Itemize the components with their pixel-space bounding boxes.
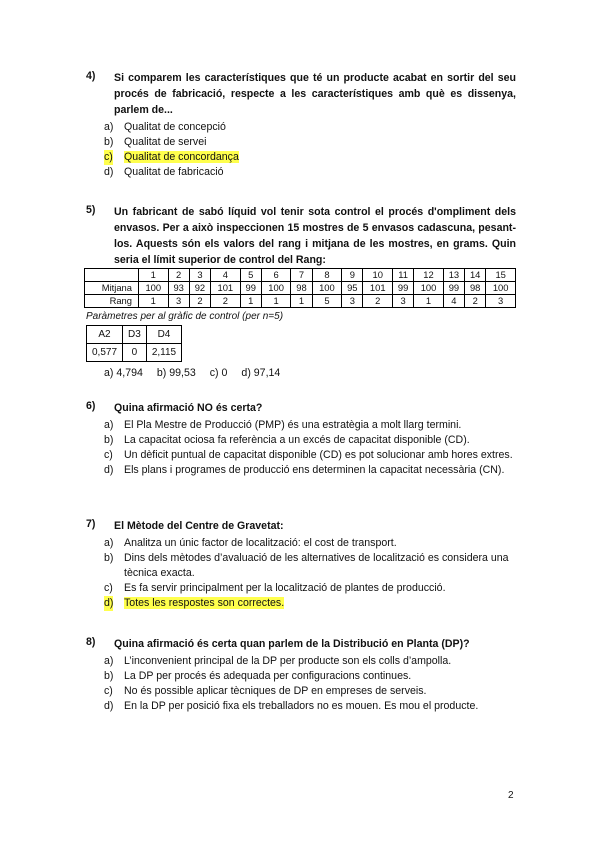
params-values-row [87, 344, 182, 362]
table-cell: 100 [312, 282, 342, 295]
table-cell: 100 [261, 282, 291, 295]
table-cell: 2 [363, 295, 393, 308]
table-cell: 100 [139, 282, 169, 295]
question-text: Si comparem les característiques que té un producte acabat en sortir del seu procés de fabricació, respecte a les característiques amb què es dissenya, parlem de... [114, 72, 516, 116]
options-list [104, 654, 516, 714]
option-c: c) Un dèficit puntual de capacitat disponible (CD) es pot solucionar amb hores extres. [104, 449, 513, 461]
page-number: 2 [508, 790, 514, 801]
option-d: d) En la DP per posició fixa els treballadors no es mouen. Es mou el producte. [104, 700, 479, 712]
answer-options [104, 366, 516, 380]
option-c-highlighted: c) Qualitat de concordança [104, 151, 239, 163]
table-header-cell: 15 [486, 269, 516, 282]
table-cell: 2 [189, 295, 210, 308]
table-cell: 3 [168, 295, 189, 308]
option-d: d) Qualitat de fabricació [104, 166, 224, 178]
question-number: 6) [86, 400, 96, 412]
table-cell: 98 [291, 282, 312, 295]
table-cell: 2 [211, 295, 241, 308]
table-header-cell: 14 [465, 269, 486, 282]
option-b: b) La capacitat ociosa fa referència a un excés de capacitat disponible (CD). [104, 434, 470, 446]
samples-table [84, 268, 516, 308]
question-text: Quina afirmació és certa quan parlem de la Distribució en Planta (DP)? [114, 638, 470, 650]
option-b: b) Dins dels mètodes d’avaluació de les alternatives de localització es considera una tècnica exacta. [104, 552, 509, 579]
table-header-cell: 12 [414, 269, 444, 282]
table-cell: 99 [240, 282, 261, 295]
options-list [104, 418, 516, 478]
table-header-row [85, 269, 516, 282]
params-value-cell: 0,577 [87, 344, 123, 362]
question-number: 7) [86, 518, 96, 530]
table-cell: 93 [168, 282, 189, 295]
table-header-cell: 4 [211, 269, 241, 282]
answer-a: a) 4,794 [104, 367, 143, 379]
table-cell: 99 [392, 282, 413, 295]
table-cell: 100 [486, 282, 516, 295]
params-value-cell: 0 [123, 344, 147, 362]
table-header-cell: 3 [189, 269, 210, 282]
option-b: b) La DP per procés és adequada per configuracions continues. [104, 670, 412, 682]
table-cell: 100 [414, 282, 444, 295]
question-8 [86, 636, 516, 714]
table-cell [85, 269, 139, 282]
option-a: a) Analitza un únic factor de localització: el cost de transport. [104, 537, 397, 549]
table-cell: 1 [261, 295, 291, 308]
table-header-cell: 13 [443, 269, 464, 282]
option-a: a) El Pla Mestre de Producció (PMP) és una estratègia a molt llarg termini. [104, 419, 462, 431]
question-number: 8) [86, 636, 96, 648]
table-cell: 98 [465, 282, 486, 295]
params-header-cell: A2 [87, 326, 123, 344]
table-header-cell: 7 [291, 269, 312, 282]
table-row-mitjana [85, 282, 516, 295]
option-b: b) Qualitat de servei [104, 136, 207, 148]
question-number: 4) [86, 70, 96, 82]
params-table [86, 325, 182, 362]
table-cell: 5 [312, 295, 342, 308]
table-row-label: Mitjana [85, 282, 139, 295]
table-cell: 92 [189, 282, 210, 295]
table-header-cell: 2 [168, 269, 189, 282]
question-5 [86, 204, 516, 380]
option-c: c) No és possible aplicar tècniques de DP en empreses de serveis. [104, 685, 427, 697]
option-d-highlighted: d) Totes les respostes son correctes. [104, 597, 285, 609]
question-4 [86, 70, 516, 180]
option-d: d) Els plans i programes de producció ens determinen la capacitat necessària (CN). [104, 464, 505, 476]
question-text: El Mètode del Centre de Gravetat: [114, 520, 284, 532]
params-header-cell: D4 [146, 326, 181, 344]
table-cell: 4 [443, 295, 464, 308]
answer-b: b) 99,53 [156, 367, 196, 379]
table-header-cell: 6 [261, 269, 291, 282]
question-6 [86, 400, 516, 478]
table-cell: 3 [342, 295, 363, 308]
params-title: Paràmetres per al gràfic de control (per n=5) [86, 311, 284, 322]
option-a: a) L’inconvenient principal de la DP per producte son els colls d’ampolla. [104, 655, 452, 667]
question-text: Un fabricant de sabó líquid vol tenir sota control el procés d'ompliment dels envasos. Per a això inspeccionen 15 mostres de 5 envasos cadascuna, pesant-los. Aquests són els valors del rang i mitjana de les mostres, en grams. Quin seria el límit superior de control del Rang: [114, 206, 516, 266]
table-cell: 3 [392, 295, 413, 308]
option-c: c) Es fa servir principalment per la localització de plantes de producció. [104, 582, 446, 594]
question-7 [86, 518, 516, 611]
table-header-cell: 5 [240, 269, 261, 282]
question-number: 5) [86, 204, 96, 216]
table-cell: 1 [291, 295, 312, 308]
options-list [104, 536, 516, 611]
table-cell: 95 [342, 282, 363, 295]
table-cell: 99 [443, 282, 464, 295]
table-cell: 1 [240, 295, 261, 308]
table-row-label: Rang [85, 295, 139, 308]
table-cell: 1 [414, 295, 444, 308]
table-cell: 2 [465, 295, 486, 308]
params-header-row [87, 326, 182, 344]
answer-c: c) 0 [209, 367, 228, 379]
question-text: Quina afirmació NO és certa? [114, 402, 263, 414]
table-header-cell: 1 [139, 269, 169, 282]
table-cell: 101 [211, 282, 241, 295]
table-header-cell: 11 [392, 269, 413, 282]
option-a: a) Qualitat de concepció [104, 121, 226, 133]
params-header-cell: D3 [123, 326, 147, 344]
table-cell: 101 [363, 282, 393, 295]
params-value-cell: 2,115 [146, 344, 181, 362]
table-row-rang [85, 295, 516, 308]
options-list [104, 120, 516, 180]
table-cell: 1 [139, 295, 169, 308]
table-cell: 3 [486, 295, 516, 308]
table-header-cell: 10 [363, 269, 393, 282]
answer-d: d) 97,14 [241, 367, 281, 379]
table-header-cell: 8 [312, 269, 342, 282]
table-header-cell: 9 [342, 269, 363, 282]
